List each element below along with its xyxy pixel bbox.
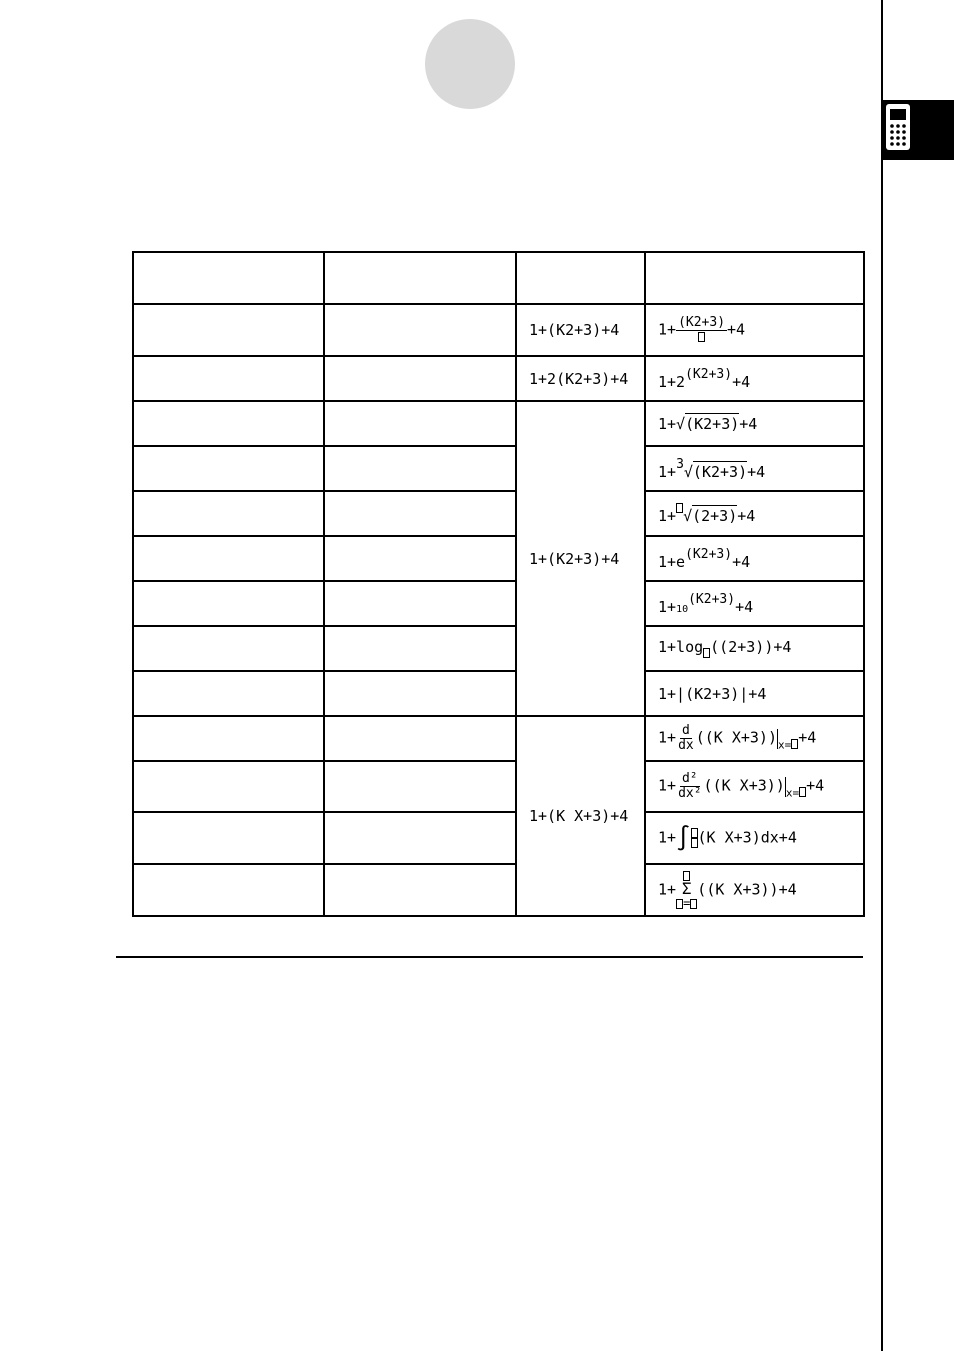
table-cell xyxy=(645,252,864,304)
placeholder-box xyxy=(676,899,683,909)
table-cell xyxy=(324,252,516,304)
table-row xyxy=(133,356,864,401)
math-expression: 1+ (K2+3) +4 xyxy=(645,304,864,356)
table-cell xyxy=(133,304,324,356)
table-row xyxy=(133,401,864,446)
math-expression: 1+√(K2+3)+4 xyxy=(645,401,864,446)
table-header-row xyxy=(133,252,864,304)
math-expression: 1+3√(K2+3)+4 xyxy=(645,446,864,491)
table-cell xyxy=(324,304,516,356)
table-cell xyxy=(324,446,516,491)
math-expression: 1+ $\frac{d}{dx}$ ((K $X+3))_{x=} +4$ xyxy=(645,716,864,761)
table-cell xyxy=(324,812,516,864)
table-cell xyxy=(324,491,516,536)
table-cell xyxy=(133,671,324,716)
math-expression: 1+|(K2+3)|+4 xyxy=(645,671,864,716)
placeholder-box xyxy=(691,838,698,848)
math-expression: 1+ $\frac{\text{d²}}{\text{dx²}}$ ((K $X+3))_{x=} +4$ xyxy=(645,761,864,812)
table-cell xyxy=(516,252,645,304)
table-cell xyxy=(133,864,324,916)
math-expression: 1+ √(2+3)+4 xyxy=(645,491,864,536)
table-cell xyxy=(133,716,324,761)
math-expression: 1+10(K2+3)+4 xyxy=(645,581,864,626)
table-row xyxy=(133,491,864,536)
placeholder-box xyxy=(690,899,697,909)
table-cell xyxy=(133,536,324,581)
table-cell xyxy=(133,356,324,401)
math-expression: 1+e(K2+3)+4 xyxy=(645,536,864,581)
table-row xyxy=(133,581,864,626)
calculator-icon xyxy=(883,100,954,160)
table-row xyxy=(133,864,864,916)
table-cell xyxy=(133,812,324,864)
linear-expression: 1+(K2+3)+4 xyxy=(516,401,645,716)
table-cell xyxy=(324,401,516,446)
table-cell xyxy=(324,536,516,581)
placeholder-box xyxy=(698,332,705,342)
table-cell xyxy=(133,491,324,536)
table-row xyxy=(133,626,864,671)
table-cell xyxy=(324,356,516,401)
table-cell xyxy=(133,446,324,491)
linear-expression: 1+(K2+3)+4 xyxy=(516,304,645,356)
math-expression: 1+ Σ = ((K X+3))+4 xyxy=(645,864,864,916)
table-cell xyxy=(133,581,324,626)
table-row xyxy=(133,671,864,716)
linear-expression: 1+2(K2+3)+4 xyxy=(516,356,645,401)
placeholder-box xyxy=(676,503,683,513)
table-cell xyxy=(324,864,516,916)
table-cell xyxy=(324,626,516,671)
math-expression: 1+2(K2+3)+4 xyxy=(645,356,864,401)
table-cell xyxy=(324,761,516,812)
table-cell xyxy=(324,581,516,626)
table-cell xyxy=(133,401,324,446)
table-row xyxy=(133,812,864,864)
linear-expression: 1+(K X+3)+4 xyxy=(516,716,645,916)
math-expression: 1+log ((2+3))+4 xyxy=(645,626,864,671)
table-cell xyxy=(133,626,324,671)
calculator-tab xyxy=(883,100,954,160)
placeholder-box xyxy=(691,828,698,838)
table-cell xyxy=(324,671,516,716)
table-row xyxy=(133,446,864,491)
table-cell xyxy=(133,761,324,812)
math-expression: 1+∫ (K X+3)dx+4 xyxy=(645,812,864,864)
table-cell xyxy=(324,716,516,761)
header-circle xyxy=(425,19,515,109)
table-row xyxy=(133,761,864,812)
table-row xyxy=(133,304,864,356)
table-row xyxy=(133,536,864,581)
right-margin-rule xyxy=(881,0,883,1351)
table-cell xyxy=(133,252,324,304)
table-row xyxy=(133,716,864,761)
expression-table xyxy=(132,251,865,917)
section-divider xyxy=(116,956,863,958)
